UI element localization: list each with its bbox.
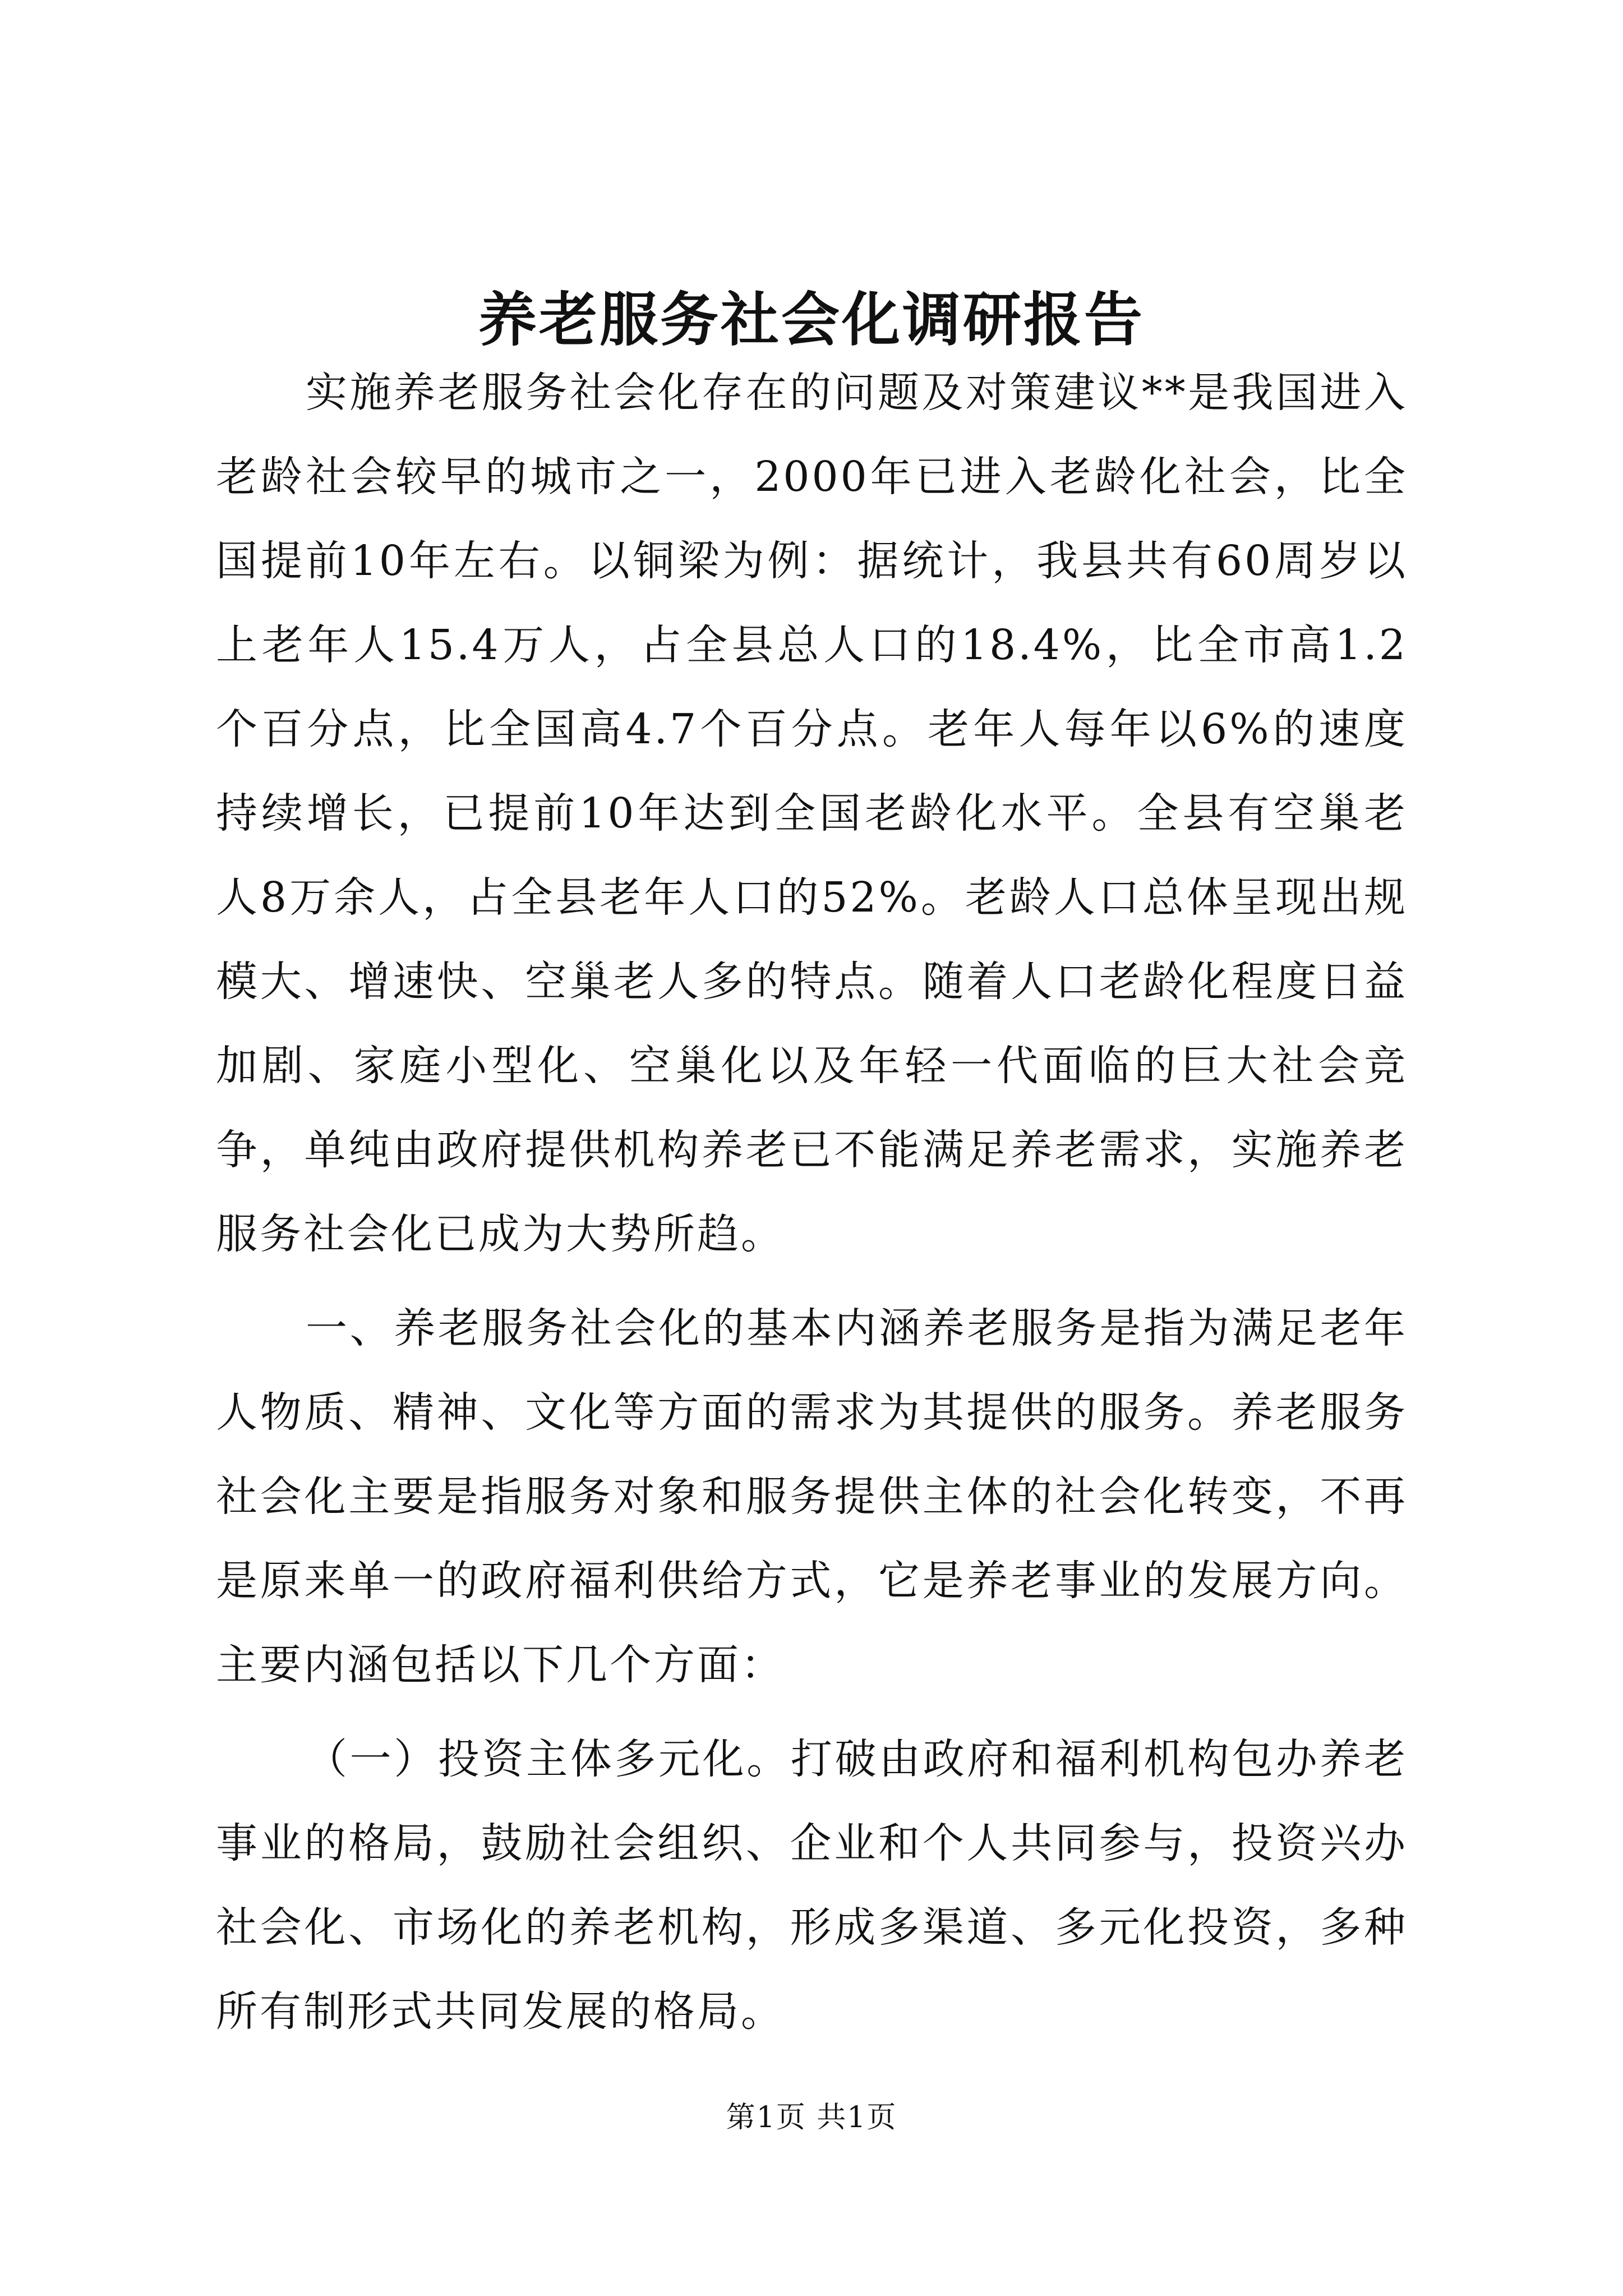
paragraph-subsection-1: （一）投资主体多元化。打破由政府和福利机构包办养老事业的格局，鼓励社会组织、企业和个人共同参与，投资兴办社会化、市场化的养老机构，形成多渠道、多元化投资，多种所有制形式共同发展的格局。 <box>216 1735 1408 2036</box>
paragraph-section-1: 一、养老服务社会化的基本内涵养老服务是指为满足老年人物质、精神、文化等方面的需求为其提供的服务。养老服务社会化主要是指服务对象和服务提供主体的社会化转变，不再是原来单一的政府福利供给方式，它是养老事业的发展方向。主要内涵包括以下几个方面： <box>216 1304 1408 1689</box>
page-footer: 第1页 共1页 <box>726 2101 897 2134</box>
document-body <box>216 351 1408 2054</box>
paragraph-intro: 实施养老服务社会化存在的问题及对策建议**是我国进入老龄社会较早的城市之一，2000年已进入老龄化社会，比全国提前10年左右。以铜梁为例：据统计，我县共有60周岁以上老年人15.4万人，占全县总人口的18.4%，比全市高1.2个百分点，比全国高4.7个百分点。老年人每年以6%的速度持续增长，已提前10年达到全国老龄化水平。全县有空巢老人8万余人，占全县老年人口的52%。老龄人口总体呈现出规模大、增速快、空巢老人多的特点。随着人口老龄化程度日益加剧、家庭小型化、空巢化以及年轻一代面临的巨大社会竞争，单纯由政府提供机构养老已不能满足养老需求，实施养老服务社会化已成为大势所趋。 <box>216 369 1408 1258</box>
document-title: 养老服务社会化调研报告 <box>478 285 1145 354</box>
